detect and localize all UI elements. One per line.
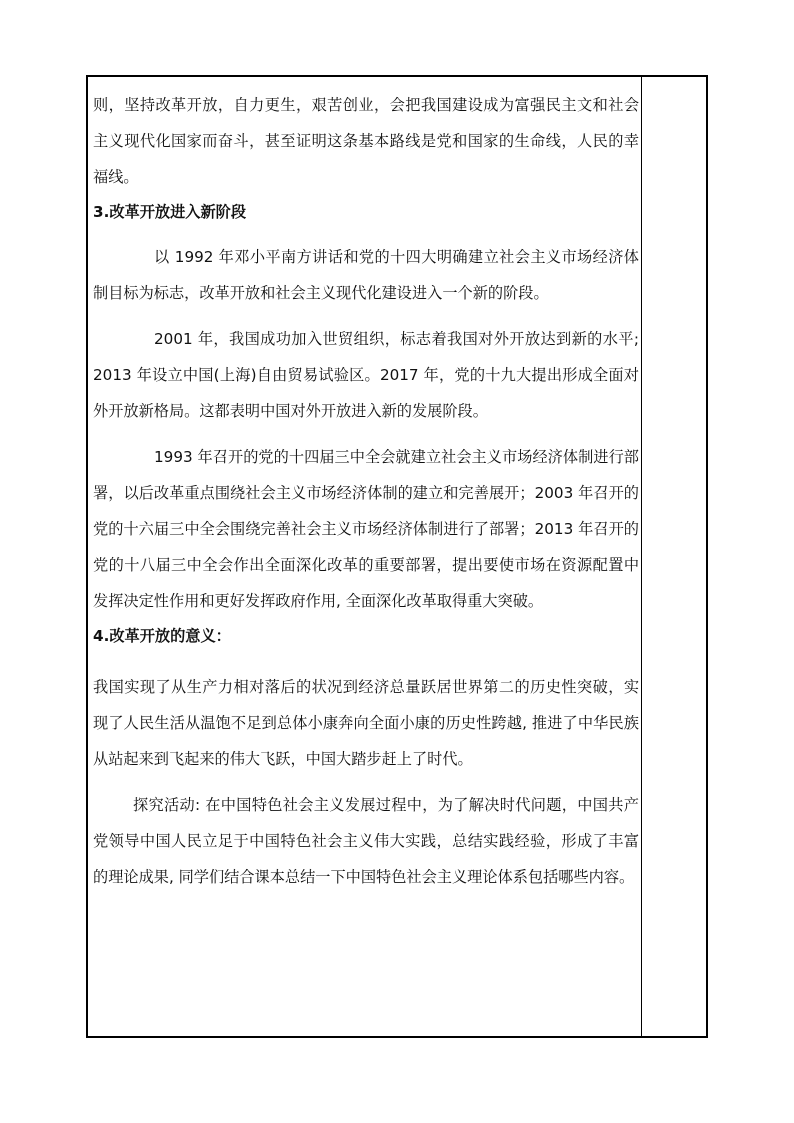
section-heading-3: 3.改革开放进入新阶段: [93, 203, 247, 221]
paragraph-significance: 我国实现了从生产力相对落后的状况到经济总量跃居世界第二的历史性突破，实现了人民生活从温饱不足到总体小康奔向全面小康的历史性跨越, 推进了中华民族从站起来到飞起来的伟大飞跃，中国大踏步赶上了时代。: [93, 678, 639, 768]
lesson-plan-table: [86, 75, 708, 1038]
section-heading-4: 4.改革开放的意义：: [93, 627, 231, 645]
paragraph-inquiry-activity: 探究活动: 在中国特色社会主义发展过程中，为了解决时代问题，中国共产党领导中国人民立足于中国特色社会主义伟大实践，总结实践经验，形成了丰富的理论成果, 同学们结合课本总结一下中国特色社会主义理论体系包括哪些内容。: [93, 796, 639, 886]
content-body: [93, 87, 639, 895]
paragraph-1992: 以 1992 年邓小平南方讲话和党的十四大明确建立社会主义市场经济体制目标为标志，改革开放和社会主义现代化建设进入一个新的阶段。: [93, 248, 639, 302]
notes-cell: [642, 77, 706, 1036]
paragraph-2001: 2001 年，我国成功加入世贸组织，标志着我国对外开放达到新的水平; 2013 年设立中国(上海)自由贸易试验区。2017 年，党的十九大提出形成全面对外开放新格局。这都表明中国对外开放进入新的发展阶段。: [93, 330, 639, 420]
content-cell: [88, 77, 642, 1036]
paragraph-continued: 则，坚持改革开放，自力更生，艰苦创业，会把我国建设成为富强民主文和社会主义现代化国家而奋斗，甚至证明这条基本路线是党和国家的生命线，人民的幸福线。: [93, 96, 639, 186]
paragraph-1993: 1993 年召开的党的十四届三中全会就建立社会主义市场经济体制进行部署，以后改革重点围绕社会主义市场经济体制的建立和完善展开；2003 年召开的党的十六届三中全会围绕完善社会主义市场经济体制进行了部署；2013 年召开的党的十八届三中全会作出全面深化改革的重要部署，提出要使市场在资源配置中发挥决定性作用和更好发挥政府作用, 全面深化改革取得重大突破。: [93, 448, 639, 610]
